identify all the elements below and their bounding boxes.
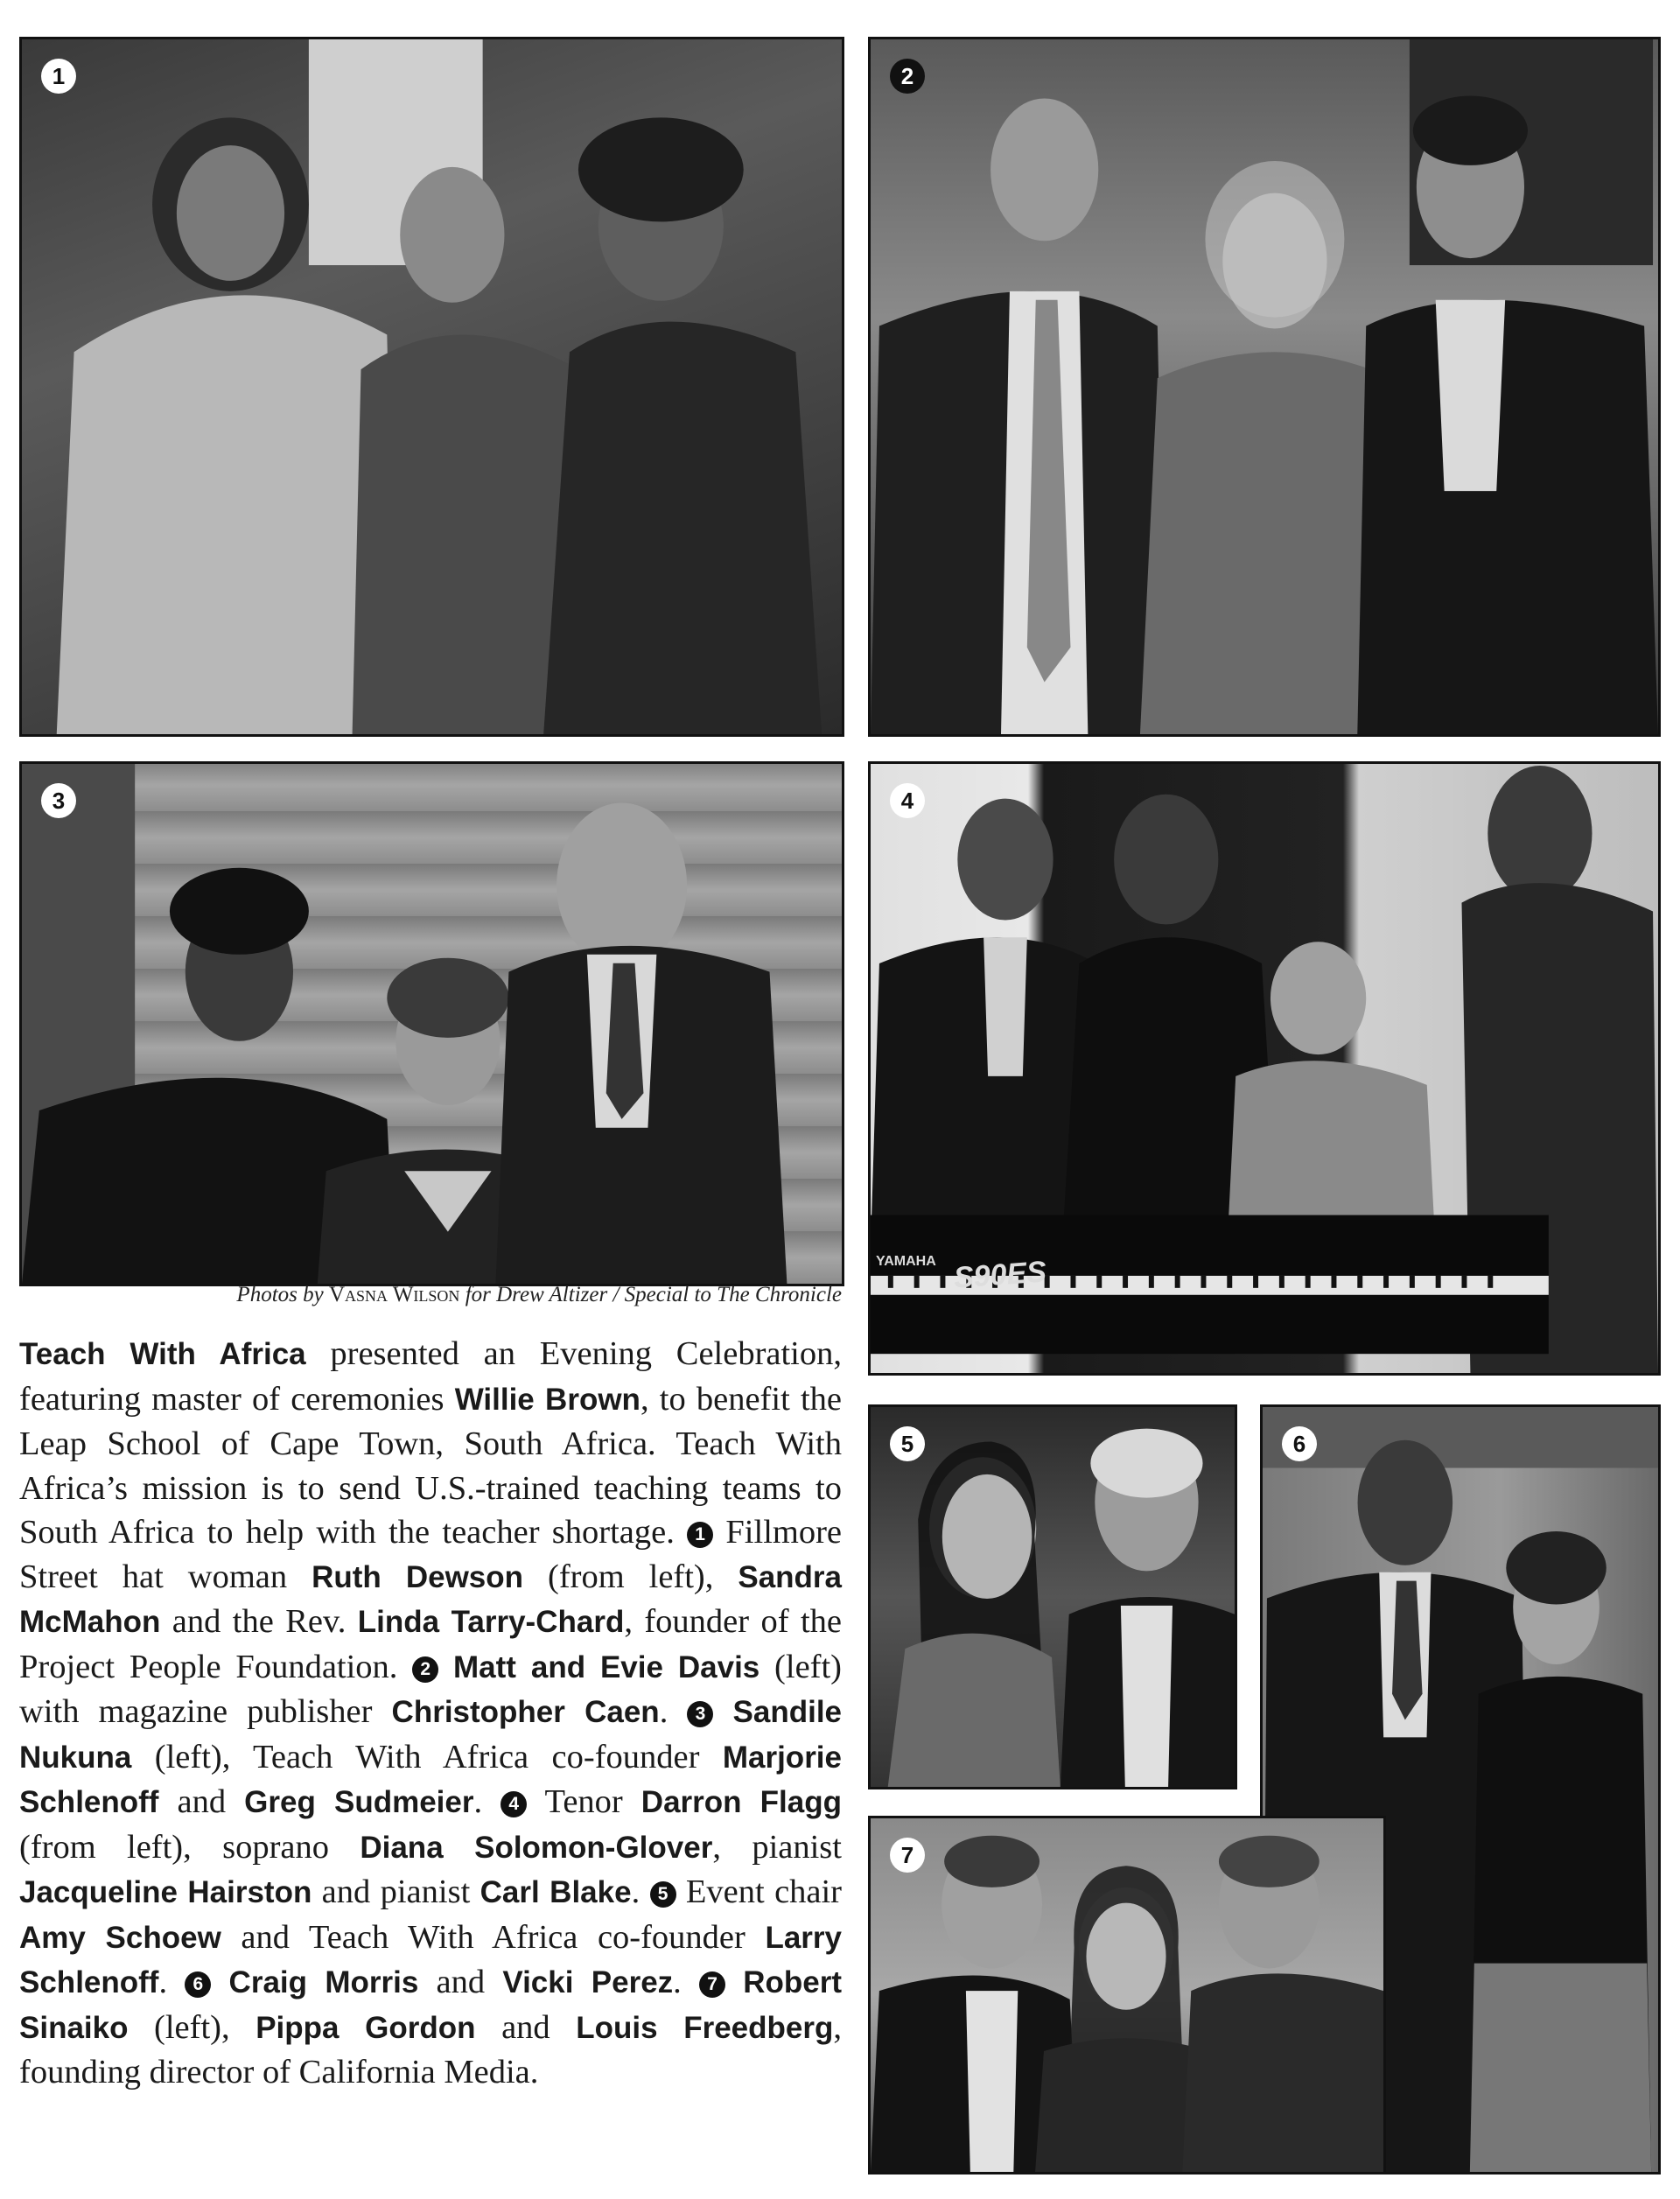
caption-segment: (left), xyxy=(128,2008,256,2046)
caption-segment: and xyxy=(475,2008,577,2046)
caption-segment: , to benefit the Leap School of Cape Town, South Africa. Teach With Africa’s mission is to send U.S.-trained teaching teams to South Africa to help with the teacher shortage. xyxy=(19,1380,842,1551)
person-name: Vicki Perez xyxy=(502,1965,674,1999)
caption-segment: Fillmore Street hat woman xyxy=(19,1514,843,1595)
caption-segment: . xyxy=(158,1964,186,2000)
caption-number-1: 1 xyxy=(687,1522,713,1548)
photo-7-figures xyxy=(871,1818,1383,2172)
caption-segment: . xyxy=(673,1964,700,2000)
caption-segment xyxy=(438,1649,453,1685)
caption-mc-name: Willie Brown xyxy=(454,1382,640,1417)
person-name: Jacqueline Hairston xyxy=(19,1875,312,1909)
person-name: Sandra McMahon xyxy=(19,1559,842,1639)
person-name: Amy Schoew xyxy=(19,1920,221,1955)
person-name: Pippa Gordon xyxy=(256,2010,476,2045)
caption-number-4: 4 xyxy=(500,1791,527,1817)
caption-number-3: 3 xyxy=(687,1701,713,1727)
piano-model-label: S90ES xyxy=(952,1255,1048,1295)
person-name: Carl Blake xyxy=(480,1875,632,1909)
person-name: Marjorie Schlenoff xyxy=(19,1740,842,1819)
person-name: Diana Solomon-Glover xyxy=(360,1830,713,1865)
caption-segment xyxy=(725,1964,743,2000)
person-name: Louis Freedberg xyxy=(576,2010,834,2045)
caption-segment: (from left), xyxy=(523,1558,738,1595)
caption-segment: , pianist xyxy=(712,1828,842,1866)
photo-1-number-badge: 1 xyxy=(41,59,76,94)
photo-1-figures xyxy=(22,39,842,734)
caption-segment: Event chair xyxy=(676,1873,843,1910)
photo-3 xyxy=(19,761,844,1286)
caption-segment: (left) with magazine publisher xyxy=(19,1648,843,1730)
caption-segment: (from left), soprano xyxy=(19,1828,360,1866)
caption-segment: presented an Evening Celebration, featuring master of ceremonies xyxy=(19,1335,842,1418)
photo-3-number-badge: 3 xyxy=(41,783,76,818)
person-name: Ruth Dewson xyxy=(312,1559,524,1594)
photo-5 xyxy=(868,1404,1237,1789)
person-name: Sandile Nukuna xyxy=(19,1695,843,1775)
caption-segment xyxy=(211,1964,228,2000)
caption-number-7: 7 xyxy=(699,1971,725,1998)
credit-prefix: Photos by xyxy=(236,1283,324,1306)
photo-5-number-badge: 5 xyxy=(890,1426,925,1461)
caption-segment: (left), Teach With Africa co-founder xyxy=(131,1738,723,1775)
caption-segment: . xyxy=(659,1693,688,1730)
caption-segment: Tenor xyxy=(527,1783,641,1820)
photo-2 xyxy=(868,37,1661,737)
person-name: Linda Tarry-Chard xyxy=(357,1605,625,1639)
caption-segment: , founding director of California Media. xyxy=(19,2008,843,2090)
person-name: Craig Morris xyxy=(228,1965,419,1999)
caption-segment: and pianist xyxy=(312,1873,480,1910)
caption-org-name: Teach With Africa xyxy=(19,1337,306,1371)
caption-segment xyxy=(713,1693,732,1730)
person-name: Robert Sinaiko xyxy=(19,1965,843,2045)
caption-segment: and xyxy=(418,1964,503,2000)
photo-2-figures xyxy=(871,39,1658,734)
photo-2-number-badge: 2 xyxy=(890,59,925,94)
piano-brand-label: YAMAHA xyxy=(876,1254,936,1269)
caption-segment: and the Rev. xyxy=(160,1603,358,1640)
person-name: Greg Sudmeier xyxy=(244,1785,474,1819)
caption-number-6: 6 xyxy=(185,1971,211,1998)
caption-number-5: 5 xyxy=(650,1881,676,1908)
photo-4 xyxy=(868,761,1661,1376)
person-name: Darron Flagg xyxy=(640,1785,843,1819)
caption-segment: and Teach With Africa co-founder xyxy=(220,1918,766,1956)
caption-text xyxy=(19,1332,842,2095)
photo-1 xyxy=(19,37,844,737)
caption-segment: . xyxy=(631,1873,650,1910)
photo-5-figures xyxy=(871,1407,1235,1787)
caption-segment: . xyxy=(473,1783,501,1820)
person-name: Matt and Evie Davis xyxy=(453,1649,760,1684)
photo-6-number-badge: 6 xyxy=(1282,1426,1317,1461)
photo-7 xyxy=(868,1816,1386,2174)
person-name: Christopher Caen xyxy=(391,1695,660,1729)
caption-number-2: 2 xyxy=(412,1656,438,1683)
person-name: Larry Schlenoff xyxy=(19,1920,842,1999)
photo-7-number-badge: 7 xyxy=(890,1838,925,1873)
caption-segment: and xyxy=(158,1783,245,1820)
photo-4-number-badge: 4 xyxy=(890,783,925,818)
photo-3-figures xyxy=(22,764,842,1284)
photo-credit xyxy=(21,1283,842,1307)
credit-suffix: for Drew Altizer / Special to The Chronicle xyxy=(465,1283,842,1306)
caption-segment: , founder of the Project People Foundation. xyxy=(19,1603,842,1685)
credit-photographer: Vasna Wilson xyxy=(328,1283,460,1306)
